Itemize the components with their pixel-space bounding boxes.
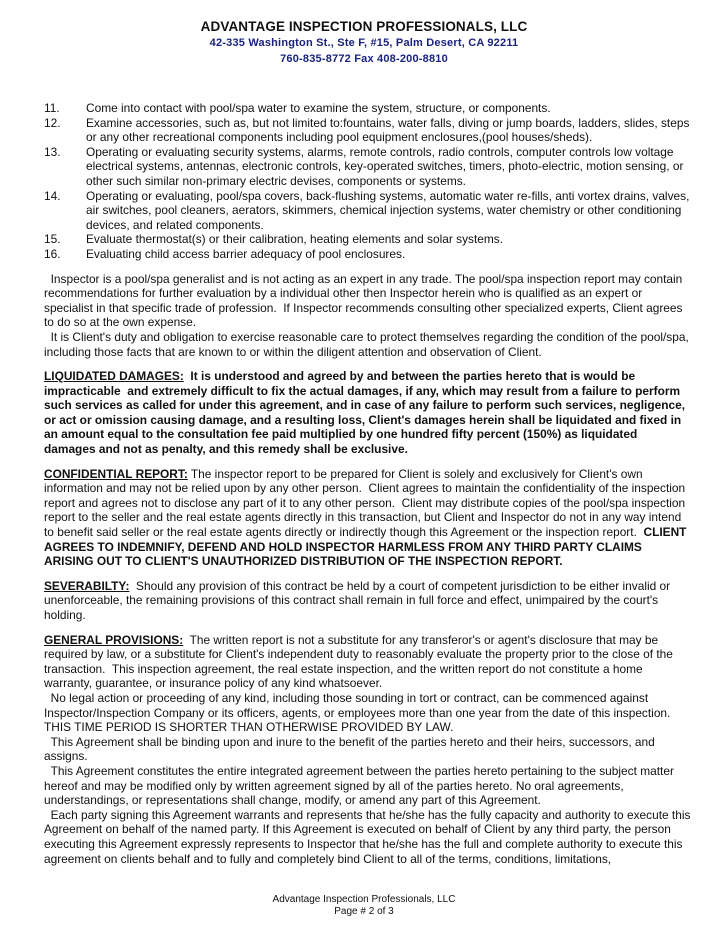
- list-item: [44, 189, 692, 233]
- list-item: [44, 116, 692, 145]
- liquidated-damages-heading: LIQUIDATED DAMAGES:: [44, 369, 184, 384]
- list-item: [44, 101, 692, 116]
- list-item: [44, 232, 692, 247]
- list-number: 13.: [44, 144, 61, 159]
- page-number: Page # 2 of 3: [334, 906, 394, 917]
- confidential-report-heading: CONFIDENTIAL REPORT:: [44, 466, 188, 481]
- binding-paragraph: This Agreement shall be binding upon and inure to the benefit of the parties hereto and their heirs, successors, and assigns.: [44, 734, 659, 764]
- confidential-report-section: [44, 467, 692, 569]
- liquidated-damages-text: It is understood and agreed by and between the parties hereto that is would be impracticable and extremely difficult to fix the actual damages, if any, which may result from a failure to perform such services as called for under this agreement, and in case of any failure to perform such services, negligence, or act or omission causing damage, and a resulting loss, Client's damages herein shall be liquidated and fixed in an amount equal to the consultation fee paid multiplied by one hundred fifty percent (150%) as liquidated damages and not as penalty, and this remedy shall be exclusive.: [44, 369, 689, 457]
- page-header: [0, 18, 728, 67]
- entire-agreement-paragraph: This Agreement constitutes the entire integrated agreement between the parties hereto pertaining to the subject matter hereof and may be modified only by written agreement signed by all of the parties hereto. No oral agreements, understandings, or representations shall change, modify, or amend any part of this Agreement.: [44, 763, 678, 808]
- page-footer: [0, 894, 728, 918]
- generalist-paragraph: Inspector is a pool/spa generalist and is not acting as an expert in any trade. The pool/spa inspection report may contain recommendations for further evaluation by a individual other then Inspector herein who is qualified as an expert or specialist in that specific trade of profession. If Inspector recommends consulting other specialized experts, Client agrees to do so at the own expense.: [44, 271, 686, 330]
- list-text: Operating or evaluating security systems, alarms, remote controls, radio controls, computer controls low voltage electrical systems, antennas, electronic controls, key-operated switches, timers, photo-electric, motion sensing, or other such similar non-primary electric devises, components or systems.: [86, 144, 684, 188]
- list-text: Operating or evaluating, pool/spa covers, back-flushing systems, automatic water re-fills, anti vortex drains, valves, air switches, pool cleaners, aerators, skimmers, chemical injection systems, water chemistry or other conditioning devices, and related components.: [86, 188, 690, 232]
- list-number: 15.: [44, 232, 61, 247]
- severability-section: [44, 579, 692, 623]
- list-number: 16.: [44, 246, 61, 261]
- severability-text: Should any provision of this contract be held by a court of competent jurisdiction to be either invalid or unenforceable, the remaining provisions of this contract shall remain in full force and effect, unimpaired by the court's holding.: [44, 578, 674, 622]
- confidential-report-text: The inspector report to be prepared for Client is solely and exclusively for Client's own information and may not be relied upon by any other person. Client agrees to maintain the confidentiality of the inspection report and agrees not to disclose any part of it to any other person. Client may distribute copies of the pool/spa inspection report to the seller and the real estate agents directly in this transaction, but Client and Inspector do not in any way intend to benefit said seller or the real estate agents directly or indirectly though this Agreement or the inspection report.: [44, 466, 689, 540]
- company-phone: 760-835-8772 Fax 408-200-8810: [280, 53, 448, 65]
- general-provisions-heading: GENERAL PROVISIONS:: [44, 632, 184, 647]
- general-provisions-text: The written report is not a substitute for any transferor's or agent's disclosure that may be required by law, or a substitute for Client's independent duty to reasonably evaluate the property prior to the close of the transaction. This inspection agreement, the real estate inspection, and the written report do not constitute a home warranty, guarantee, or insurance policy of any kind whatsoever.: [44, 632, 677, 691]
- list-item: [44, 247, 692, 262]
- liquidated-damages-section: [44, 369, 692, 457]
- footer-company: Advantage Inspection Professionals, LLC: [272, 894, 456, 905]
- general-provisions-section: [44, 633, 692, 691]
- exclusions-list: [44, 101, 692, 262]
- list-number: 12.: [44, 115, 61, 130]
- list-item: [44, 145, 692, 189]
- list-number: 14.: [44, 188, 61, 203]
- indemnify-clause: CLIENT AGREES TO INDEMNIFY, DEFEND AND HOLD INSPECTOR HARMLESS FROM ANY THIRD PARTY CLAIMS ARISING OUT TO CLIENT'S UNAUTHORIZED DISTRIBUTION OF THE INSPECTION REPORT.: [44, 525, 690, 569]
- list-text: Evaluate thermostat(s) or their calibration, heating elements and solar systems.: [86, 232, 504, 247]
- list-text: Examine accessories, such as, but not limited to:fountains, water falls, diving or jump boards, ladders, slides, steps or any other recreational components including pool equipment enclosures,(pool houses/sheds).: [86, 115, 690, 145]
- company-address: 42-335 Washington St., Ste F, #15, Palm Desert, CA 92211: [209, 37, 519, 49]
- document-body: [44, 101, 692, 866]
- list-text: Evaluating child access barrier adequacy of pool enclosures.: [86, 246, 406, 261]
- authority-paragraph: Each party signing this Agreement warrants and represents that he/she has the fully capacity and authority to execute this Agreement on behalf of the named party. If this Agreement is executed on behalf of Client by any third party, the person executing this Agreement expressly represents to Inspector that he/she has the full and complete authority to execute this agreement on clients behalf and to fully and completely bind Client to all of the terms, conditions, limitations,: [44, 807, 694, 866]
- company-name: ADVANTAGE INSPECTION PROFESSIONALS, LLC: [200, 19, 528, 34]
- severability-heading: SEVERABILTY:: [44, 578, 130, 593]
- client-duty-paragraph: It is Client's duty and obligation to exercise reasonable care to protect themselves regarding the condition of the pool/spa, including those facts that are known to or within the diligent attention and observation of Client.: [44, 329, 693, 359]
- legal-action-paragraph: No legal action or proceeding of any kind, including those sounding in tort or contract, can be commenced against Inspector/Inspection Company or its officers, agents, or employees more than one year from the date of this inspection. THIS TIME PERIOD IS SHORTER THAN OTHERWISE PROVIDED BY LAW.: [44, 690, 674, 735]
- list-number: 11.: [44, 101, 60, 115]
- list-text: Come into contact with pool/spa water to examine the system, structure, or components.: [86, 101, 551, 115]
